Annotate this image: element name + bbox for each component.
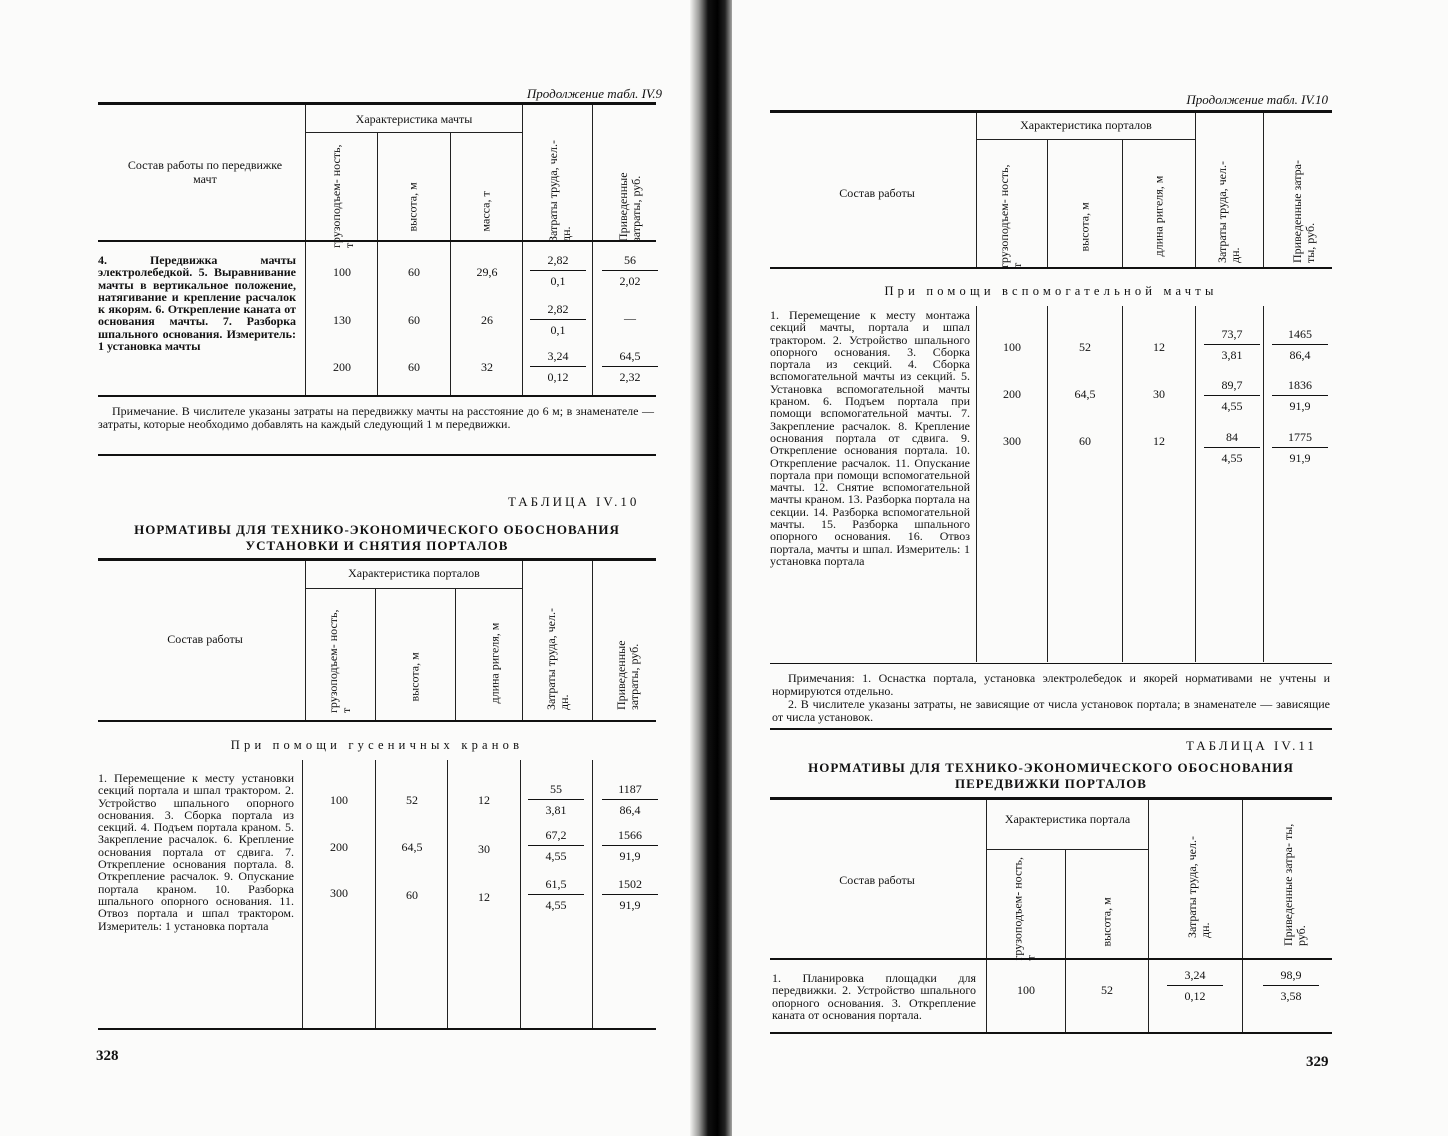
cell-cost-fraction: $\frac{98,9}{3,58}$	[1261, 968, 1321, 1004]
cell-capacity: 100	[1003, 340, 1021, 354]
cell-cost-fraction: $\frac{56}{2,02}$	[600, 253, 660, 289]
work-column-header: Состав работы по передвижке мачт	[127, 158, 283, 186]
cell-height: 60	[406, 888, 418, 902]
cell-capacity: 300	[1003, 434, 1021, 448]
group-header: Характеристика порталов	[348, 566, 480, 580]
cell-height: 60	[1079, 434, 1091, 448]
right-page	[732, 0, 1448, 1136]
cell-height: 52	[406, 793, 418, 807]
cell-mass: 29,6	[476, 265, 498, 279]
cell-capacity: 100	[333, 265, 351, 279]
col-length-header: длина ригеля, м	[1151, 175, 1166, 257]
cell-cost-fraction: $\frac{1465}{86,4}$	[1270, 327, 1330, 363]
col-capacity-header: грузоподъем- ность, т	[997, 164, 1024, 268]
cell-labor-fraction: $\frac{3,24}{0,12}$	[528, 349, 588, 385]
table-title-line1: НОРМАТИВЫ ДЛЯ ТЕХНИКО-ЭКОНОМИЧЕСКОГО ОБОСНОВАНИЯ	[134, 522, 620, 537]
group-header: Характеристика портала	[1004, 812, 1131, 826]
cell-capacity: 200	[333, 360, 351, 374]
cell-capacity: 130	[333, 313, 351, 327]
col-labor-header: Затраты труда, чел.-дн.	[1185, 836, 1212, 938]
col-height-header: высота, м	[407, 652, 422, 702]
cell-height: 64,5	[1074, 387, 1096, 401]
cell-labor-fraction: $\frac{55}{3,81}$	[526, 782, 586, 818]
table-title-line2: УСТАНОВКИ И СНЯТИЯ ПОРТАЛОВ	[245, 538, 509, 553]
table-note: Примечание. В числителе указаны затраты на передвижку мачты на расстояние до 6 м; в знаменателе — затраты, которые необходимо добавлять на каждый следующий 1 м передвижки.	[98, 404, 654, 431]
table-note-2: 2. В числителе указаны затраты, не зависящие от числа установок портала; в знаменателе — зависящие от числа установок.	[772, 697, 1330, 724]
table-label: ТАБЛИЦА IV.11	[1186, 738, 1317, 753]
page-number: 329	[1306, 1054, 1329, 1070]
continuation-label: Продолжение табл. IV.9	[526, 86, 662, 101]
cell-labor-fraction: $\frac{61,5}{4,55}$	[526, 877, 586, 913]
group-header: Характеристика порталов	[1020, 118, 1152, 132]
cell-length: 12	[1153, 434, 1165, 448]
work-description: 1. Перемещение к месту монтажа секций мачты, портала и шпал трактором. 2. Устройство шпального опорного основания. 3. Сборка портала из секций. 4. Сборка вспомогательной мачты из секций. 5. Установка вспомогательной мачты краном. 6. Подъем портала при помощи вспомогательной мачты. 7. Закрепление расчалок. 8. Крепление основания портала от сдвига. 9. Открепление основания портала. 10. Открепление расчалок. 11. Опускание портала при помощи вспомогательной мачты. 12. Снятие вспомогательной мачты краном. 13. Разборка портала на секции. 14. Разборка вспомогательной мачты. 15. Разборка шпального опорного основания. 16. Отвоз портала, мачты и шпал. Измеритель: 1 установка портала	[770, 308, 970, 568]
table-label: ТАБЛИЦА IV.10	[508, 494, 640, 509]
col-labor-header: Затраты труда, чел.-дн.	[546, 140, 573, 242]
work-column-header: Состав работы	[839, 186, 915, 200]
cell-labor-fraction: $\frac{89,7}{4,55}$	[1202, 378, 1262, 414]
work-description: 1. Перемещение к месту установки секций портала и шпал трактором. 2. Устройство шпального опорного основания. 3. Сборка портала из секций. 4. Подъем портала краном. 5. Закрепление расчалок. 6. Крепление основания портала от сдвига. 7. Открепление основания портала. 8. Открепление расчалок. 9. Опускание портала краном. 10. Разборка шпального опорного основания. 11. Отвоз портала и шпал трактором. Измеритель: 1 установка портала	[98, 771, 294, 933]
cell-cost-fraction: $\frac{64,5}{2,32}$	[600, 349, 660, 385]
cell-cost-fraction: $\frac{1502}{91,9}$	[600, 877, 660, 913]
work-column-header: Состав работы	[839, 873, 915, 887]
cell-height: 64,5	[401, 840, 423, 854]
col-labor-header: Затраты труда, чел.-дн.	[544, 608, 571, 710]
cell-labor-fraction: $\frac{2,82}{0,1}$	[528, 253, 588, 289]
cell-cost-fraction: $\frac{1187}{86,4}$	[600, 782, 660, 818]
col-cost-header: Приведенные затраты, руб.	[614, 640, 641, 710]
cell-length: 12	[1153, 340, 1165, 354]
cell-labor-fraction: $\frac{73,7}{3,81}$	[1202, 327, 1262, 363]
section-heading: При помощи вспомогательной мачты	[884, 284, 1218, 298]
work-description: 4. Передвижка мачты электролебедкой. 5. Выравнивание мачты в вертикальное положение, натягивание и крепление расчалок к якорям. 6. Открепление каната от основания мачты. 7. Разборка шпального основания. Измеритель: 1 установка мачты	[98, 253, 296, 354]
cell-cost-fraction: $\frac{1775}{91,9}$	[1270, 430, 1330, 466]
col-capacity-header: грузоподъем- ность, т	[329, 144, 356, 248]
col-cost-header: Приведенные затраты, руб.	[616, 172, 643, 242]
cell-length: 12	[478, 890, 490, 904]
table-title-line1: НОРМАТИВЫ ДЛЯ ТЕХНИКО-ЭКОНОМИЧЕСКОГО ОБОСНОВАНИЯ	[808, 760, 1294, 775]
col-height-header: высота, м	[405, 182, 420, 232]
col-capacity-header: грузоподъем- ность, т	[1010, 857, 1038, 961]
cell-height: 60	[408, 360, 420, 374]
table-title-line2: ПЕРЕДВИЖКИ ПОРТАЛОВ	[955, 776, 1147, 791]
cell-mass: 26	[481, 313, 493, 327]
cell-labor-fraction: $\frac{84}{4,55}$	[1202, 430, 1262, 466]
group-header: Характеристика мачты	[355, 112, 473, 126]
cell-height: 60	[408, 313, 420, 327]
section-heading: При помощи гусеничных кранов	[230, 738, 524, 752]
col-capacity-header: грузоподъем- ность, т	[326, 609, 353, 713]
cell-cost-fraction: $\frac{1566}{91,9}$	[600, 828, 660, 864]
cell-height: 52	[1079, 340, 1091, 354]
work-column-header: Состав работы	[167, 632, 243, 646]
col-length-header: длина ригеля, м	[487, 622, 502, 704]
cell-capacity: 300	[330, 886, 348, 900]
continuation-label: Продолжение табл. IV.10	[1186, 92, 1328, 107]
cell-height: 52	[1101, 983, 1113, 997]
cell-capacity: 200	[330, 840, 348, 854]
cell-capacity: 100	[1017, 983, 1035, 997]
col-mass-header: масса, т	[478, 191, 493, 232]
cell-capacity: 100	[330, 793, 348, 807]
cell-length: 30	[1153, 387, 1165, 401]
cell-labor-fraction: $\frac{3,24}{0,12}$	[1165, 968, 1225, 1004]
work-description: 1. Планировка площадки для передвижки. 2. Устройство шпального опорного основания. 3. Открепление каната от основания портала.	[772, 971, 976, 1022]
left-page	[0, 0, 700, 1136]
cell-cost-fraction: $\frac{1836}{91,9}$	[1270, 378, 1330, 414]
table-top-rule	[98, 102, 656, 105]
col-cost-header: Приведенные затра- ты, руб.	[1290, 160, 1317, 263]
cell-length: 30	[478, 842, 490, 856]
col-labor-header: Затраты труда, чел.-дн.	[1215, 161, 1242, 263]
cell-labor-fraction: $\frac{67,2}{4,55}$	[526, 828, 586, 864]
cell-mass: 32	[481, 360, 493, 374]
cell-labor-fraction: $\frac{2,82}{0,1}$	[528, 302, 588, 338]
col-height-header: высота, м	[1077, 202, 1092, 252]
col-height-header: высота, м	[1099, 897, 1114, 947]
col-cost-header: Приведенные затра- ты, руб.	[1281, 823, 1308, 946]
page-number: 328	[96, 1048, 119, 1064]
cell-height: 60	[408, 265, 420, 279]
cell-length: 12	[478, 793, 490, 807]
cell-cost-dash: —	[624, 311, 636, 325]
table-note-1: Примечания: 1. Оснастка портала, установка электролебедок и якорей нормативами не учтены и нормируются отдельно.	[772, 671, 1330, 698]
cell-capacity: 200	[1003, 387, 1021, 401]
